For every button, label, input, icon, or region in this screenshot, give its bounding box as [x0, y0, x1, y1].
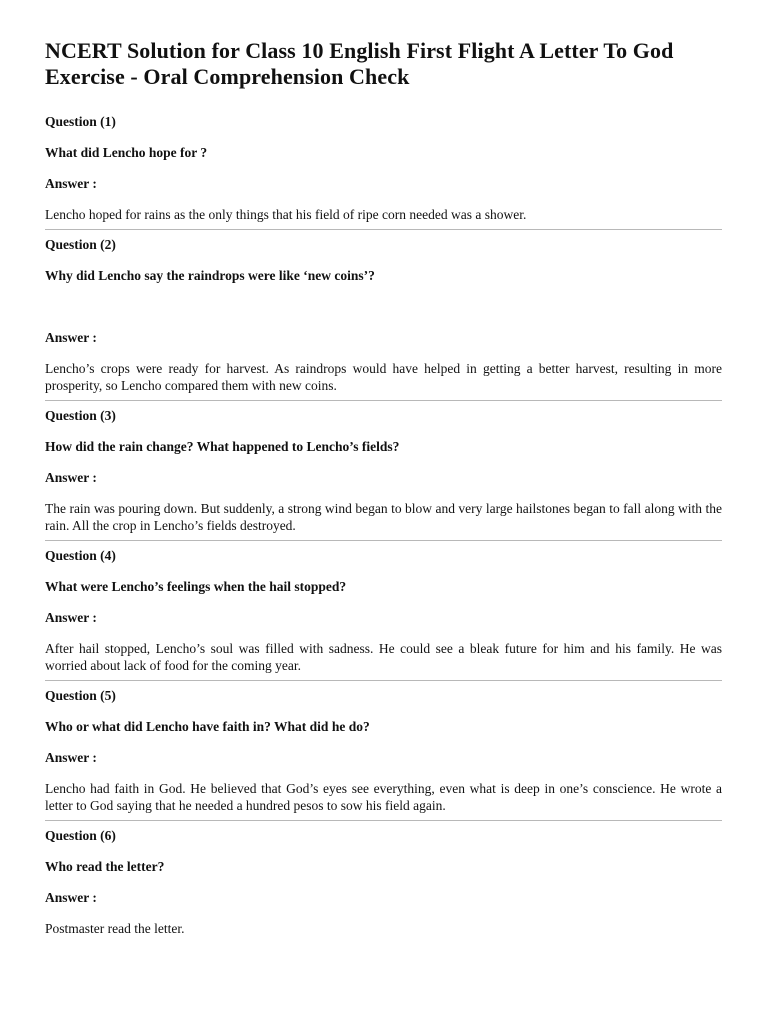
answer-text: After hail stopped, Lencho’s soul was filled with sadness. He could see a bleak future for him and his family. He was worried about lack of food for the coming year.	[45, 641, 722, 673]
question-number: Question (3)	[45, 408, 116, 423]
answer-label: Answer :	[45, 890, 97, 905]
question-text: How did the rain change? What happened to Lencho’s fields?	[45, 439, 400, 454]
divider	[45, 229, 722, 230]
answer-text: The rain was pouring down. But suddenly, a strong wind began to blow and very large hailstones began to fall along with the rain. All the crop in Lencho’s fields destroyed.	[45, 501, 722, 533]
answer-text: Lencho’s crops were ready for harvest. As raindrops would have helped in getting a better harvest, resulting in more prosperity, so Lencho compared them with new coins.	[45, 361, 722, 393]
question-block-2	[45, 236, 722, 394]
question-block-6	[45, 827, 722, 937]
divider	[45, 820, 722, 821]
answer-text: Lencho had faith in God. He believed that God’s eyes see everything, even what is deep in one’s conscience. He wrote a letter to God saying that he needed a hundred pesos to sow his field again.	[45, 781, 722, 813]
divider	[45, 540, 722, 541]
question-text: What were Lencho’s feelings when the hail stopped?	[45, 579, 347, 594]
answer-label: Answer :	[45, 176, 97, 191]
divider	[45, 400, 722, 401]
answer-text: Lencho hoped for rains as the only things that his field of ripe corn needed was a shower.	[45, 207, 527, 222]
question-text: Why did Lencho say the raindrops were like ‘new coins’?	[45, 268, 375, 283]
question-number: Question (4)	[45, 548, 116, 563]
question-block-4	[45, 547, 722, 674]
answer-text: Postmaster read the letter.	[45, 921, 185, 936]
answer-label: Answer :	[45, 330, 97, 345]
question-number: Question (1)	[45, 114, 116, 129]
answer-label: Answer :	[45, 470, 97, 485]
question-block-1	[45, 113, 722, 223]
question-number: Question (6)	[45, 828, 116, 843]
question-block-5	[45, 687, 722, 814]
question-number: Question (5)	[45, 688, 116, 703]
question-number: Question (2)	[45, 237, 116, 252]
answer-label: Answer :	[45, 750, 97, 765]
document-title: NCERT Solution for Class 10 English First Flight A Letter To God Exercise - Oral Comprehension Check	[45, 38, 674, 89]
divider	[45, 680, 722, 681]
question-block-3	[45, 407, 722, 534]
question-text: What did Lencho hope for ?	[45, 145, 208, 160]
question-text: Who read the letter?	[45, 859, 165, 874]
question-text: Who or what did Lencho have faith in? What did he do?	[45, 719, 370, 734]
qa-list	[45, 113, 722, 937]
answer-label: Answer :	[45, 610, 97, 625]
